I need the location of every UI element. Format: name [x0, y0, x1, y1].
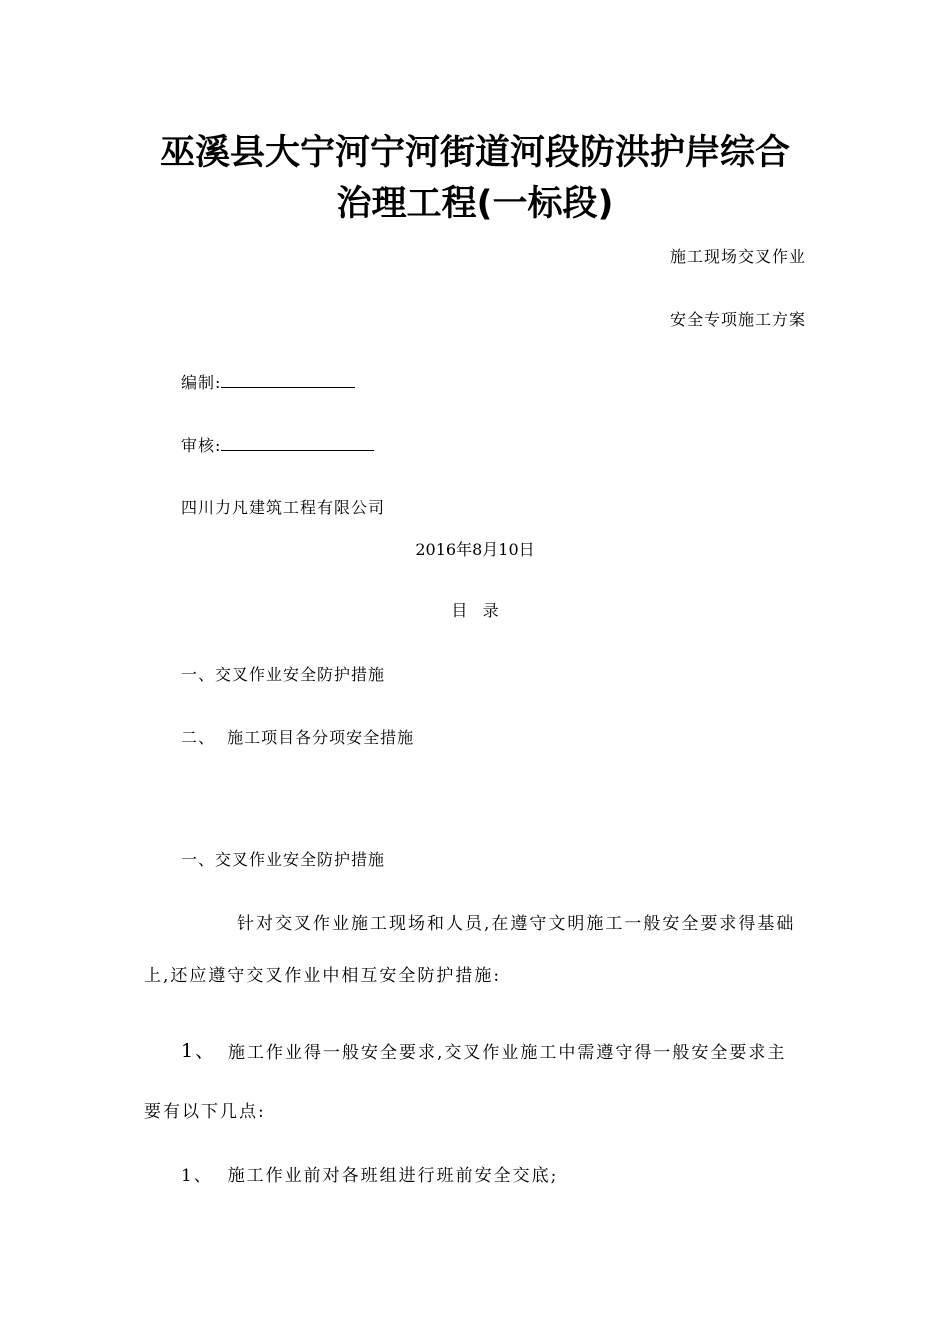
reviewed-signature-line [221, 436, 374, 451]
compiled-label: 编制: [181, 373, 222, 392]
item1-line1: 施工作业得一般安全要求,交叉作业施工中需遵守得一般安全要求主 [228, 1043, 787, 1063]
intro-line2: 上,还应遵守交叉作业中相互安全防护措施: [144, 966, 502, 986]
toc-item-2: 二、 施工项目各分项安全措施 [181, 728, 415, 747]
reviewed-by-row [181, 433, 374, 456]
item1-number: 1、 [181, 1040, 217, 1062]
toc-heading: 目 录 [451, 601, 499, 620]
company-name: 四川力凡建筑工程有限公司 [181, 498, 386, 517]
section-heading: 一、交叉作业安全防护措施 [181, 850, 386, 869]
sub-item-1: 1、 施工作业前对各班组进行班前安全交底; [181, 1166, 559, 1186]
compiled-signature-line [221, 373, 355, 388]
subtitle-line2: 安全专项施工方案 [669, 310, 806, 329]
document-date: 2016年8月10日 [415, 540, 535, 559]
item1-line2: 要有以下几点: [144, 1102, 266, 1122]
intro-line1: 针对交叉作业施工现场和人员,在遵守文明施工一般安全要求得基础 [237, 914, 796, 934]
document-title-line1: 巫溪县大宁河宁河街道河段防洪护岸综合 [159, 133, 790, 173]
document-title-line2: 治理工程(一标段) [336, 184, 614, 224]
reviewed-label: 审核: [181, 436, 222, 455]
compiled-by-row [181, 370, 355, 393]
toc-item-1: 一、交叉作业安全防护措施 [181, 665, 386, 684]
subtitle-line1: 施工现场交叉作业 [669, 247, 806, 266]
